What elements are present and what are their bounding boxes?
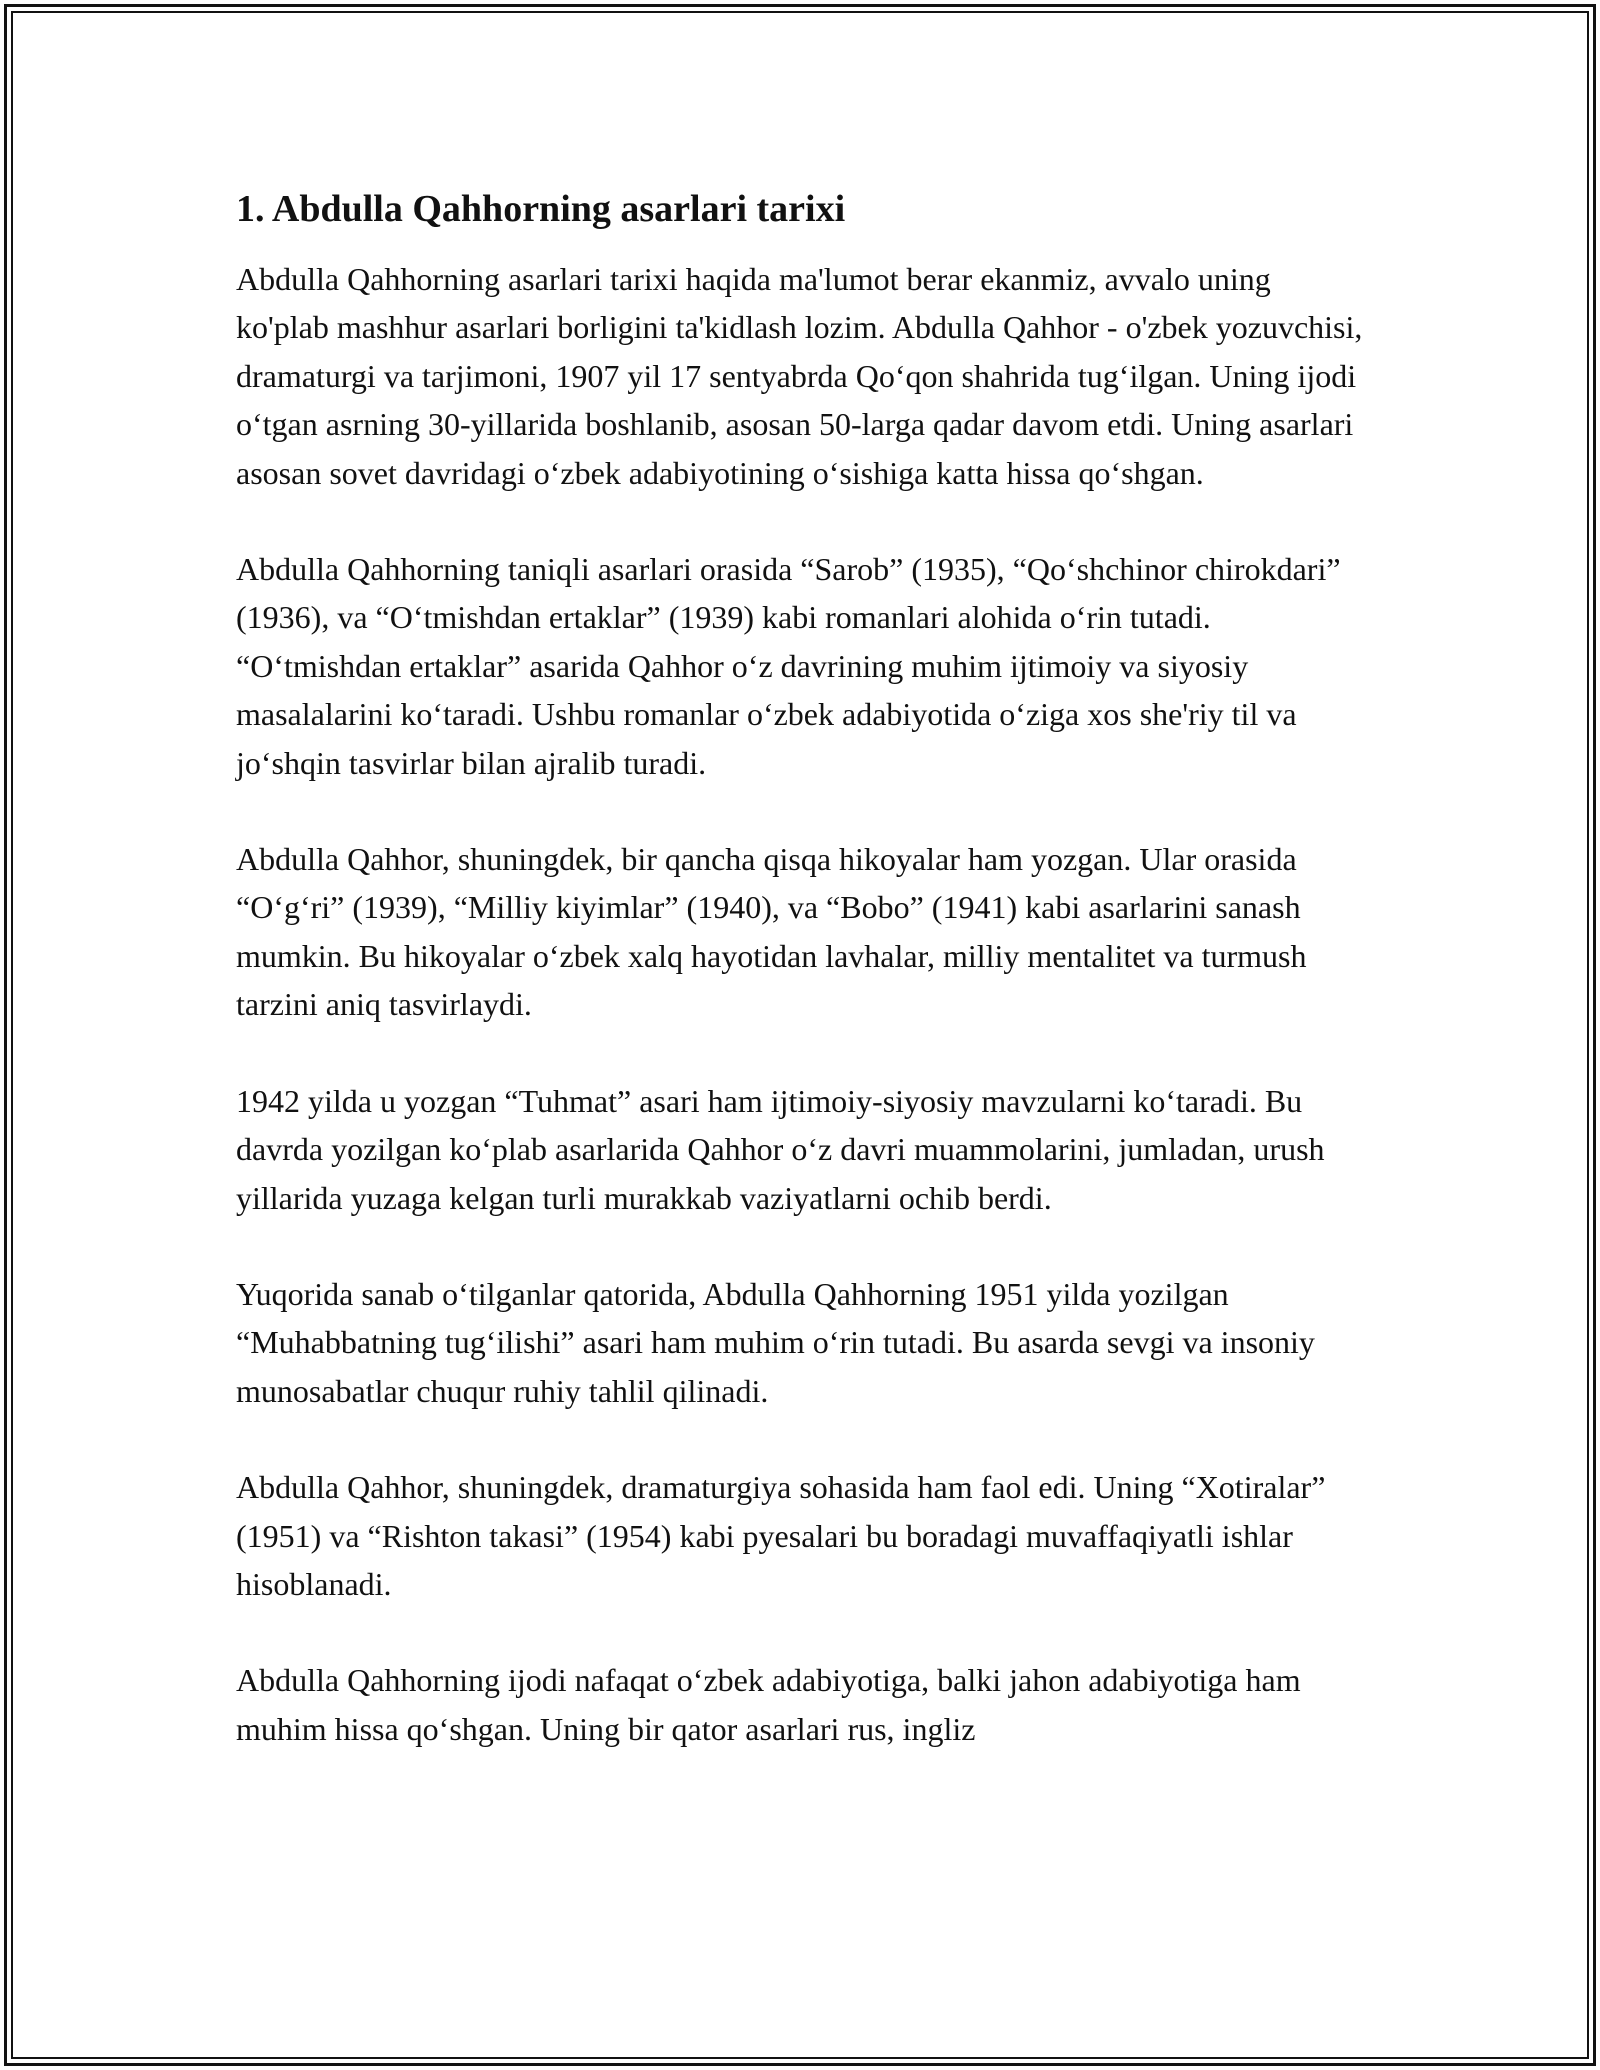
paragraph-novels: Abdulla Qahhorning taniqli asarlari orasida “Sarob” (1935), “Qo‘shchinor chirokdari” (1936), va “O‘tmishdan ertaklar” (1939) kabi romanlari alohida o‘rin tutadi. “O‘tmishdan ertaklar” asarida Qahhor o‘z davrining muhim ijtimoiy va siyosiy masalalarini ko‘taradi. Ushbu romanlar o‘zbek adabiyotida o‘ziga xos she'riy til va jo‘shqin tasvirlar bilan ajralib turadi. <box>236 551 1341 781</box>
paragraph-intro: Abdulla Qahhorning asarlari tarixi haqida ma'lumot berar ekanmiz, avvalo uning ko'plab mashhur asarlari borligini ta'kidlash lozim. Abdulla Qahhor - o'zbek yozuvchisi, dramaturgi va tarjimoni, 1907 yil 17 sentyabrda Qo‘qon shahrida tug‘ilgan. Uning ijodi o‘tgan asrning 30-yillarida boshlanib, asosan 50-larga qadar davom etdi. Uning asarlari asosan sovet davridagi o‘zbek adabiyotining o‘sishiga katta hissa qo‘shgan. <box>236 261 1363 491</box>
paragraph-legacy: Abdulla Qahhorning ijodi nafaqat o‘zbek adabiyotiga, balki jahon adabiyotiga ham muhim hissa qo‘shgan. Uning bir qator asarlari rus, ingliz <box>236 1662 1301 1747</box>
document-body <box>236 185 1366 1801</box>
paragraph-muhabbat: Yuqorida sanab o‘tilganlar qatorida, Abdulla Qahhorning 1951 yilda yozilgan “Muhabbatning tug‘ilishi” asari ham muhim o‘rin tutadi. Bu asarda sevgi va insoniy munosabatlar chuqur ruhiy tahlil qilinadi. <box>236 1275 1315 1409</box>
section-heading: 1. Abdulla Qahhorning asarlari tarixi <box>236 188 846 230</box>
paragraph-drama: Abdulla Qahhor, shuningdek, dramaturgiya sohasida ham faol edi. Uning “Xotiralar” (1951) va “Rishton takasi” (1954) kabi pyesalari bu boradagi muvaffaqiyatli ishlar hisoblanadi. <box>236 1469 1326 1602</box>
paragraph-short-stories: Abdulla Qahhor, shuningdek, bir qancha qisqa hikoyalar ham yozgan. Ular orasida “O‘g‘ri” (1939), “Milliy kiyimlar” (1940), va “Bobo” (1941) kabi asarlarini sanash mumkin. Bu hikoyalar o‘zbek xalq hayotidan lavhalar, milliy mentalitet va turmush tarzini aniq tasvirlaydi. <box>236 841 1307 1023</box>
paragraph-tuhmat: 1942 yilda u yozgan “Tuhmat” asari ham ijtimoiy-siyosiy mavzularni ko‘taradi. Bu davrda yozilgan ko‘plab asarlarida Qahhor o‘z davri muammolarini, jumladan, urush yillarida yuzaga kelgan turli murakkab vaziyatlarni ochib berdi. <box>236 1082 1325 1216</box>
